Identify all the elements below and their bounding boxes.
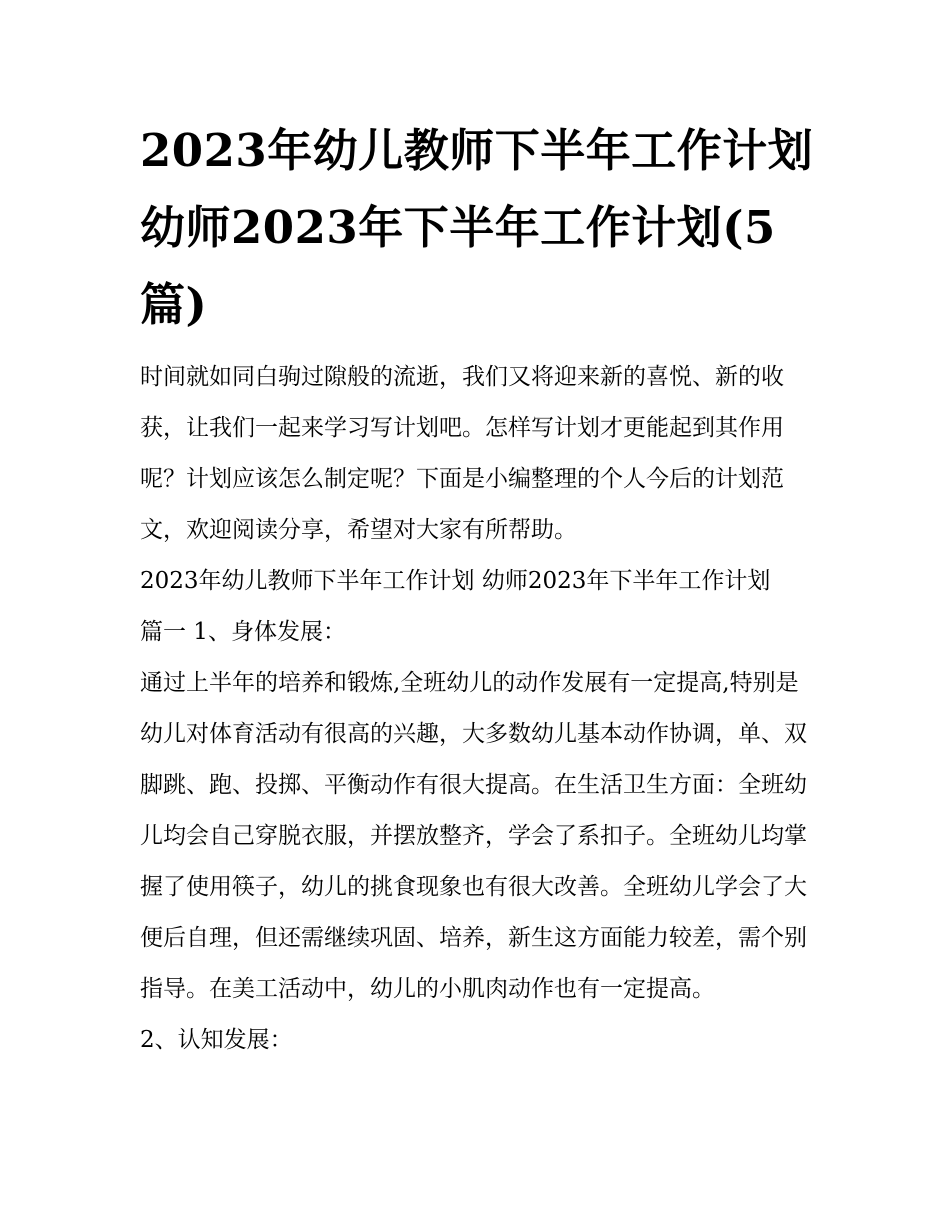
section-one-heading: 篇一 1、身体发展：: [140, 619, 346, 645]
document-title: 2023年幼儿教师下半年工作计划 幼师2023年下半年工作计划(5篇): [140, 124, 814, 331]
section-two-heading: 2、认知发展：: [140, 1027, 293, 1053]
intro-paragraph: 时间就如同白驹过隙般的流逝，我们又将迎来新的喜悦、新的收获，让我们一起来学习写计划吧。怎样写计划才更能起到其作用呢？计划应该怎么制定呢？下面是小编整理的个人今后的计划范文，欢迎阅读分享，希望对大家有所帮助。: [140, 364, 784, 543]
subtitle-repeat-line: 2023年幼儿教师下半年工作计划 幼师2023年下半年工作计划: [140, 568, 771, 594]
document-body: [140, 352, 820, 1066]
section-one-paragraph: 通过上半年的培养和锻炼,全班幼儿的动作发展有一定提高,特别是幼儿对体育活动有很高的兴趣，大多数幼儿基本动作协调，单、双脚跳、跑、投掷、平衡动作有很大提高。在生活卫生方面：全班幼儿均会自己穿脱衣服，并摆放整齐，学会了系扣子。全班幼儿均掌握了使用筷子，幼儿的挑食现象也有很大改善。全班幼儿学会了大便后自理，但还需继续巩固、培养，新生这方面能力较差，需个别指导。在美工活动中，幼儿的小肌肉动作也有一定提高。: [140, 670, 807, 1002]
